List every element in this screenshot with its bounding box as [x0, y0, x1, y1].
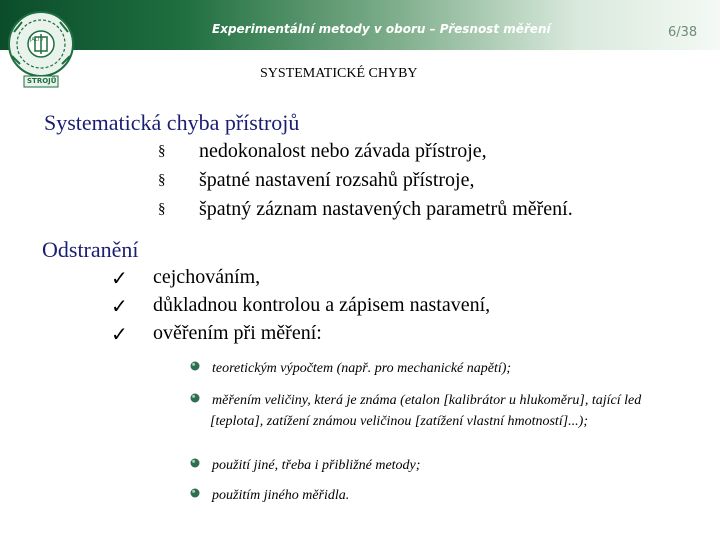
- block2-item-text: cejchováním,: [153, 266, 261, 288]
- sub-item-2: [190, 390, 660, 456]
- sub-item-text: měřením veličiny, která je známa (etalon [kalibrátor u hlukoměru], tající led [teplota], zatížení známou veličinou [zatížení vlastní hmotností]...);: [210, 393, 642, 429]
- check-icon: ✓: [111, 324, 128, 346]
- block2-item-text: ověřením při měření:: [153, 322, 322, 344]
- section-title: SYSTEMATICKÉ CHYBY: [260, 66, 418, 81]
- logo-name-text: STROJŮ: [27, 77, 57, 85]
- page-number: 6/38: [668, 25, 698, 40]
- square-bullet-icon: §: [158, 201, 166, 217]
- check-icon: ✓: [111, 296, 128, 318]
- block2-item-text: důkladnou kontrolou a zápisem nastavení,: [153, 294, 491, 316]
- sphere-bullet-icon: [190, 393, 200, 403]
- sub-item-text: teoretickým výpočtem (např. pro mechanické napětí);: [212, 361, 512, 376]
- header-title: Experimentální metody v oboru – Přesnost měření: [212, 22, 551, 36]
- block1-item-text: špatný záznam nastavených parametrů měření.: [199, 198, 573, 220]
- sub-item-text: použitím jiného měřidla.: [212, 488, 350, 503]
- check-icon: ✓: [111, 268, 128, 290]
- block1-item-text: špatné nastavení rozsahů přístroje,: [199, 169, 475, 191]
- sphere-bullet-icon: [190, 361, 200, 371]
- block1-heading: Systematická chyba přístrojů: [44, 110, 300, 135]
- sub-item-text: použití jiné, třeba i přibližné metody;: [212, 458, 421, 473]
- square-bullet-icon: §: [158, 143, 166, 159]
- sphere-bullet-icon: [190, 488, 200, 498]
- square-bullet-icon: §: [158, 172, 166, 188]
- block1-item-text: nedokonalost nebo závada přístroje,: [199, 140, 487, 162]
- sphere-bullet-icon: [190, 458, 200, 468]
- logo-center-text: JALTV: [30, 37, 44, 43]
- block2-heading: Odstranění: [42, 237, 139, 262]
